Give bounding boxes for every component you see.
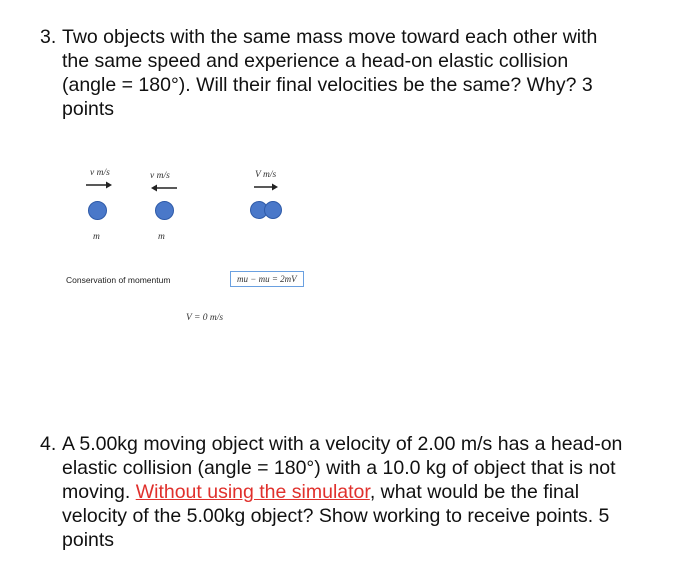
question-3-line: points bbox=[62, 98, 115, 120]
momentum-label: Conservation of momentum bbox=[66, 275, 171, 285]
question-4-text-segment: , what would be the final bbox=[369, 481, 580, 503]
ball-2-velocity-label: v m/s bbox=[150, 171, 170, 181]
right-arrow-icon bbox=[252, 182, 282, 192]
result-label: V = 0 m/s bbox=[186, 313, 224, 323]
question-4-line: velocity of the 5.00kg object? Show working to receive points. 5 bbox=[62, 505, 610, 527]
ball-1-mass-label: m bbox=[93, 232, 100, 242]
momentum-equation-box bbox=[230, 271, 304, 287]
ball-1-velocity-label: v m/s bbox=[90, 168, 110, 178]
question-3-text bbox=[62, 25, 672, 121]
question-3-line: Two objects with the same mass move toward each other with bbox=[62, 26, 598, 48]
question-4-line: points bbox=[62, 529, 115, 551]
simulator-link[interactable]: Without using the simulator bbox=[135, 481, 370, 503]
right-arrow-icon bbox=[84, 180, 114, 190]
question-4-line: elastic collision (angle = 180°) with a 10.0 kg of object that is not bbox=[62, 457, 616, 479]
ball-1 bbox=[88, 201, 107, 220]
question-3-line: (angle = 180°). Will their final velocities be the same? Why? 3 bbox=[62, 74, 593, 96]
question-4-text-segment: moving. bbox=[62, 481, 131, 503]
momentum-equation: mu − mu = 2mV bbox=[237, 274, 297, 284]
question-4-line: A 5.00kg moving object with a velocity of 2.00 m/s has a head-on bbox=[62, 433, 623, 455]
ball-2 bbox=[155, 201, 174, 220]
left-arrow-icon bbox=[149, 183, 179, 193]
combined-velocity-label: V m/s bbox=[255, 170, 277, 180]
question-3-number: 3. bbox=[40, 26, 57, 48]
question-4-text bbox=[62, 432, 672, 552]
ball-2-mass-label: m bbox=[158, 232, 165, 242]
question-4-line bbox=[62, 480, 672, 504]
question-3-line: the same speed and experience a head-on elastic collision bbox=[62, 50, 569, 72]
combined-ball-right bbox=[264, 201, 282, 219]
question-4-number: 4. bbox=[40, 433, 57, 455]
